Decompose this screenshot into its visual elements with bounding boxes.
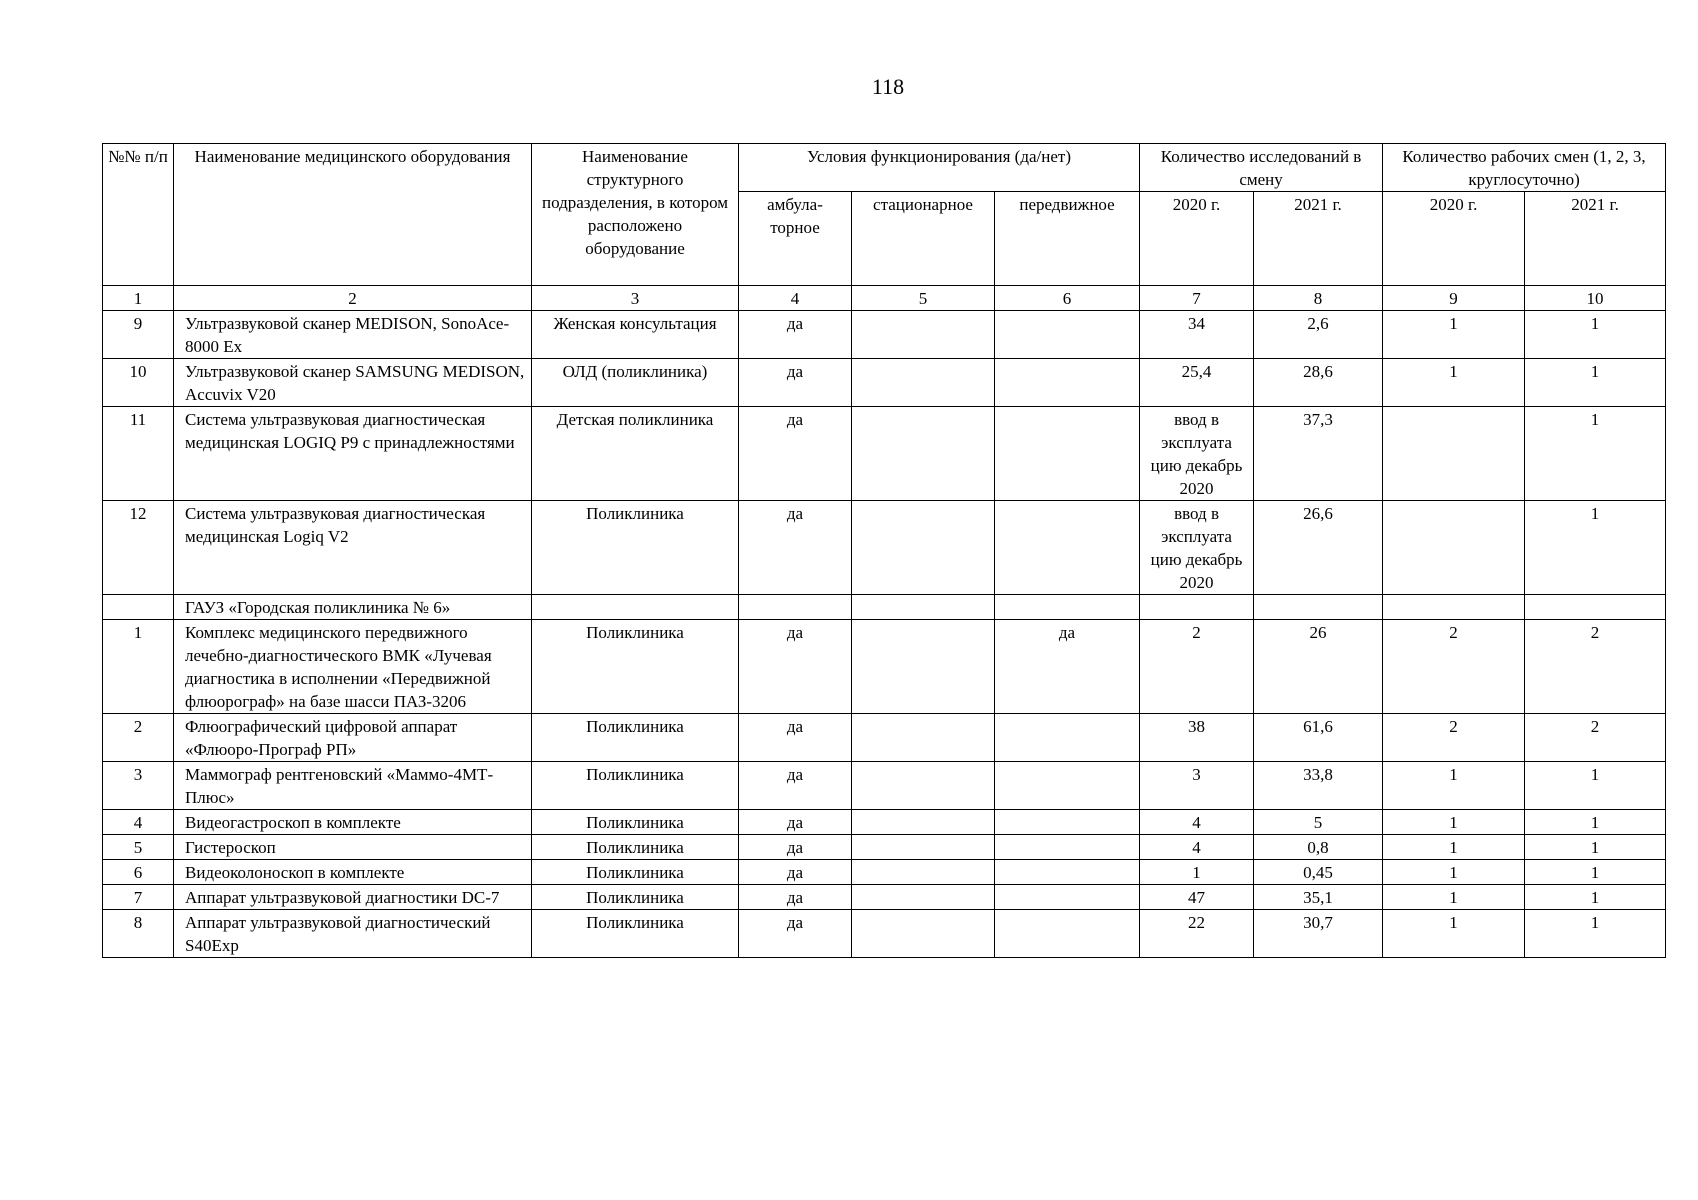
- header-group-shifts: Количество рабочих смен (1, 2, 3, круглосуточно): [1383, 144, 1666, 192]
- shifts-2020: 1: [1383, 359, 1525, 407]
- row-number: 5: [103, 835, 174, 860]
- row-number: 8: [103, 910, 174, 958]
- cond-mobile: [995, 885, 1140, 910]
- row-number: 2: [103, 714, 174, 762]
- page-number: 118: [871, 74, 905, 99]
- equipment-name: Система ультразвуковая диагностическая медицинская Logiq V2: [174, 501, 532, 595]
- shifts-2020: [1383, 595, 1525, 620]
- equipment-name: Видеоколоноскоп в комплекте: [174, 860, 532, 885]
- studies-2020: 4: [1140, 810, 1254, 835]
- row-number: 6: [103, 860, 174, 885]
- studies-2021: 5: [1254, 810, 1383, 835]
- row-number: 10: [103, 359, 174, 407]
- header-group-studies: Количество исследований в смену: [1140, 144, 1383, 192]
- shifts-2020: 1: [1383, 885, 1525, 910]
- equipment-name: Система ультразвуковая диагностическая медицинская LOGIQ P9 с принадлежностями: [174, 407, 532, 501]
- structural-unit: Поликлиника: [532, 762, 739, 810]
- cond-ambulatory: да: [739, 359, 852, 407]
- studies-2020: 34: [1140, 311, 1254, 359]
- equipment-name: Комплекс медицинского передвижного лечебно-диагностического ВМК «Лучевая диагностика в исполнении «Передвижной флюорограф» на базе шасси ПАЗ-3206: [174, 620, 532, 714]
- column-number: 3: [532, 286, 739, 311]
- structural-unit: Детская поликлиника: [532, 407, 739, 501]
- studies-2021: 37,3: [1254, 407, 1383, 501]
- column-number: 2: [174, 286, 532, 311]
- studies-2020: 2: [1140, 620, 1254, 714]
- table-row: [103, 885, 1666, 910]
- equipment-name: Аппарат ультразвуковой диагностический S40Exp: [174, 910, 532, 958]
- studies-2021: 26: [1254, 620, 1383, 714]
- studies-2020: 25,4: [1140, 359, 1254, 407]
- studies-2020: [1140, 595, 1254, 620]
- equipment-name: ГАУЗ «Городская поликлиника № 6»: [174, 595, 532, 620]
- cond-inpatient: [852, 835, 995, 860]
- cond-mobile: [995, 501, 1140, 595]
- studies-2020: 22: [1140, 910, 1254, 958]
- shifts-2020: 1: [1383, 762, 1525, 810]
- cond-ambulatory: да: [739, 885, 852, 910]
- cond-inpatient: [852, 620, 995, 714]
- cond-ambulatory: да: [739, 762, 852, 810]
- cond-ambulatory: да: [739, 860, 852, 885]
- structural-unit: ОЛД (поликлиника): [532, 359, 739, 407]
- shifts-2021: [1525, 595, 1666, 620]
- shifts-2021: 1: [1525, 910, 1666, 958]
- studies-2020: 3: [1140, 762, 1254, 810]
- cond-inpatient: [852, 714, 995, 762]
- shifts-2021: 2: [1525, 620, 1666, 714]
- structural-unit: Поликлиника: [532, 501, 739, 595]
- equipment-name: Маммограф рентгеновский «Маммо-4МТ-Плюс»: [174, 762, 532, 810]
- shifts-2020: 2: [1383, 620, 1525, 714]
- studies-2020: 4: [1140, 835, 1254, 860]
- header-cond-inpatient: стационарное: [852, 192, 995, 286]
- column-number: 5: [852, 286, 995, 311]
- shifts-2020: 1: [1383, 910, 1525, 958]
- header-col-num: №№ п/п: [103, 144, 174, 286]
- studies-2021: 26,6: [1254, 501, 1383, 595]
- shifts-2021: 1: [1525, 860, 1666, 885]
- cond-ambulatory: да: [739, 407, 852, 501]
- studies-2020: 1: [1140, 860, 1254, 885]
- row-number: 7: [103, 885, 174, 910]
- structural-unit: Поликлиника: [532, 810, 739, 835]
- column-number: 9: [1383, 286, 1525, 311]
- column-number: 1: [103, 286, 174, 311]
- header-group-conditions: Условия функционирования (да/нет): [739, 144, 1140, 192]
- row-number: [103, 595, 174, 620]
- column-number: 7: [1140, 286, 1254, 311]
- studies-2021: 33,8: [1254, 762, 1383, 810]
- shifts-2021: 1: [1525, 810, 1666, 835]
- header-studies-2020: 2020 г.: [1140, 192, 1254, 286]
- studies-2020: ввод в эксплуата цию декабрь 2020: [1140, 501, 1254, 595]
- table-row: [103, 714, 1666, 762]
- studies-2020: 38: [1140, 714, 1254, 762]
- structural-unit: Поликлиника: [532, 910, 739, 958]
- shifts-2020: [1383, 501, 1525, 595]
- shifts-2021: 1: [1525, 762, 1666, 810]
- cond-ambulatory: да: [739, 835, 852, 860]
- shifts-2020: 1: [1383, 835, 1525, 860]
- cond-inpatient: [852, 595, 995, 620]
- column-number: 10: [1525, 286, 1666, 311]
- cond-mobile: [995, 762, 1140, 810]
- structural-unit: Поликлиника: [532, 885, 739, 910]
- cond-inpatient: [852, 810, 995, 835]
- cond-inpatient: [852, 407, 995, 501]
- header-col-name: Наименование медицинского оборудования: [174, 144, 532, 286]
- equipment-name: Видеогастроскоп в комплекте: [174, 810, 532, 835]
- cond-mobile: [995, 311, 1140, 359]
- studies-2021: [1254, 595, 1383, 620]
- cond-mobile: [995, 714, 1140, 762]
- shifts-2020: 1: [1383, 860, 1525, 885]
- header-shifts-2020: 2020 г.: [1383, 192, 1525, 286]
- cond-inpatient: [852, 885, 995, 910]
- row-number: 3: [103, 762, 174, 810]
- shifts-2021: 1: [1525, 311, 1666, 359]
- shifts-2020: [1383, 407, 1525, 501]
- structural-unit: [532, 595, 739, 620]
- studies-2021: 35,1: [1254, 885, 1383, 910]
- studies-2021: 0,8: [1254, 835, 1383, 860]
- row-number: 11: [103, 407, 174, 501]
- header-col-unit: Наименование структурного подразделения, в котором расположено оборудование: [532, 144, 739, 286]
- row-number: 1: [103, 620, 174, 714]
- cond-inpatient: [852, 359, 995, 407]
- cond-ambulatory: да: [739, 620, 852, 714]
- shifts-2020: 1: [1383, 311, 1525, 359]
- cond-mobile: [995, 407, 1140, 501]
- header-cond-mobile: передвижное: [995, 192, 1140, 286]
- cond-mobile: [995, 595, 1140, 620]
- row-number: 4: [103, 810, 174, 835]
- column-number: 4: [739, 286, 852, 311]
- table-row: [103, 860, 1666, 885]
- cond-mobile: [995, 860, 1140, 885]
- shifts-2021: 2: [1525, 714, 1666, 762]
- row-number: 12: [103, 501, 174, 595]
- studies-2021: 2,6: [1254, 311, 1383, 359]
- cond-mobile: [995, 359, 1140, 407]
- shifts-2021: 1: [1525, 835, 1666, 860]
- shifts-2020: 1: [1383, 810, 1525, 835]
- cond-ambulatory: да: [739, 311, 852, 359]
- shifts-2021: 1: [1525, 359, 1666, 407]
- structural-unit: Поликлиника: [532, 714, 739, 762]
- cond-inpatient: [852, 910, 995, 958]
- table-row: [103, 595, 1666, 620]
- shifts-2020: 2: [1383, 714, 1525, 762]
- structural-unit: Поликлиника: [532, 835, 739, 860]
- column-number-row: [103, 286, 1666, 311]
- table-row: [103, 359, 1666, 407]
- cond-mobile: [995, 910, 1140, 958]
- header-cond-ambulatory: амбула-торное: [739, 192, 852, 286]
- column-number: 8: [1254, 286, 1383, 311]
- cond-ambulatory: да: [739, 714, 852, 762]
- row-number: 9: [103, 311, 174, 359]
- equipment-name: Гистероскоп: [174, 835, 532, 860]
- cond-inpatient: [852, 860, 995, 885]
- studies-2020: ввод в эксплуата цию декабрь 2020: [1140, 407, 1254, 501]
- equipment-name: Флюографический цифровой аппарат «Флюоро-Програф РП»: [174, 714, 532, 762]
- cond-ambulatory: да: [739, 910, 852, 958]
- column-number: 6: [995, 286, 1140, 311]
- equipment-name: Аппарат ультразвуковой диагностики DC-7: [174, 885, 532, 910]
- cond-mobile: да: [995, 620, 1140, 714]
- table-row: [103, 762, 1666, 810]
- table-row: [103, 910, 1666, 958]
- table-row: [103, 407, 1666, 501]
- cond-inpatient: [852, 311, 995, 359]
- table-row: [103, 620, 1666, 714]
- studies-2021: 61,6: [1254, 714, 1383, 762]
- cond-ambulatory: да: [739, 501, 852, 595]
- table-row: [103, 810, 1666, 835]
- shifts-2021: 1: [1525, 407, 1666, 501]
- structural-unit: Женская консультация: [532, 311, 739, 359]
- cond-mobile: [995, 835, 1140, 860]
- cond-mobile: [995, 810, 1140, 835]
- table-row: [103, 311, 1666, 359]
- table-body: [103, 311, 1666, 958]
- shifts-2021: 1: [1525, 501, 1666, 595]
- cond-inpatient: [852, 762, 995, 810]
- studies-2021: 28,6: [1254, 359, 1383, 407]
- equipment-name: Ультразвуковой сканер MEDISON, SonoAce-8000 Ex: [174, 311, 532, 359]
- cond-inpatient: [852, 501, 995, 595]
- table-row: [103, 501, 1666, 595]
- studies-2020: 47: [1140, 885, 1254, 910]
- cond-ambulatory: [739, 595, 852, 620]
- structural-unit: Поликлиника: [532, 860, 739, 885]
- shifts-2021: 1: [1525, 885, 1666, 910]
- equipment-table: [102, 143, 1666, 958]
- header-shifts-2021: 2021 г.: [1525, 192, 1666, 286]
- table-row: [103, 835, 1666, 860]
- studies-2021: 0,45: [1254, 860, 1383, 885]
- studies-2021: 30,7: [1254, 910, 1383, 958]
- cond-ambulatory: да: [739, 810, 852, 835]
- structural-unit: Поликлиника: [532, 620, 739, 714]
- header-studies-2021: 2021 г.: [1254, 192, 1383, 286]
- equipment-name: Ультразвуковой сканер SAMSUNG MEDISON, Accuvix V20: [174, 359, 532, 407]
